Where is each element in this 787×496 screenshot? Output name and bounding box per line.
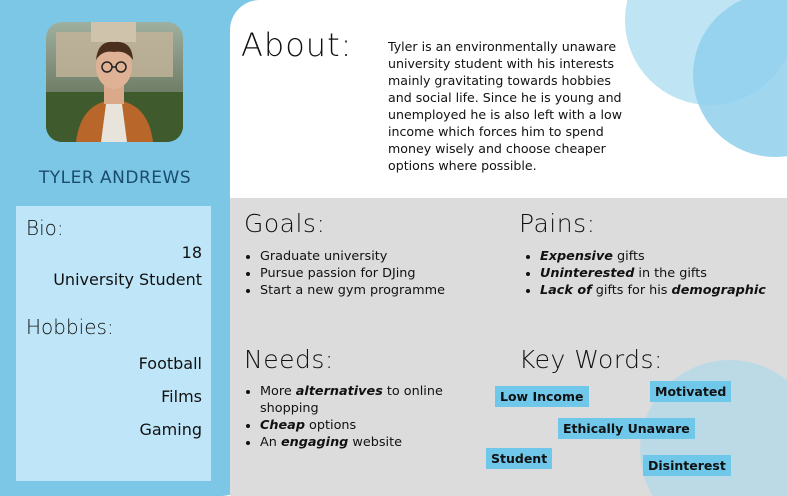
bio-heading: Bio: xyxy=(26,216,64,240)
goals-list xyxy=(244,248,510,299)
needs-list xyxy=(244,383,475,451)
hobby-item: Films xyxy=(161,387,202,406)
pains-list xyxy=(524,248,787,299)
pain-item: • Uninterested in the gifts xyxy=(540,265,787,282)
goal-item: • Pursue passion for DJing xyxy=(260,265,510,282)
goal-item: • Start a new gym programme xyxy=(260,282,510,299)
pains-heading: Pains: xyxy=(519,209,596,238)
profile-name: TYLER ANDREWS xyxy=(38,168,192,188)
pain-item: • Expensive gifts xyxy=(540,248,787,265)
goals-heading: Goals: xyxy=(244,209,326,238)
hobbies-heading: Hobbies: xyxy=(26,315,114,339)
keyword-tag: Student xyxy=(486,448,552,469)
bio-age: 18 xyxy=(181,243,202,262)
keywords-heading: Key Words: xyxy=(519,345,663,374)
keyword-tag: Ethically Unaware xyxy=(558,418,695,439)
need-item: • More alternatives to online shopping xyxy=(260,383,475,417)
hobby-item: Football xyxy=(138,354,202,373)
need-item: • Cheap options xyxy=(260,417,475,434)
keyword-tag: Disinterest xyxy=(643,455,731,476)
keyword-tag: Low Income xyxy=(495,386,589,407)
keyword-tag: Motivated xyxy=(650,381,731,402)
bio-occupation: University Student xyxy=(53,270,202,289)
goal-item: • Graduate university xyxy=(260,248,510,265)
hobby-item: Gaming xyxy=(139,420,202,439)
about-heading: About: xyxy=(241,26,353,64)
about-text: Tyler is an environmentally unaware university student with his interests mainly gravitating towards hobbies and social life. Since he is young and unemployed he is also left with a low income which forces him to spend money wisely and choose cheaper options where possible. xyxy=(388,39,623,173)
profile-photo xyxy=(46,22,183,142)
need-item: • An engaging website xyxy=(260,434,475,451)
needs-heading: Needs: xyxy=(244,345,334,374)
pain-item: • Lack of gifts for his demographic xyxy=(540,282,787,299)
